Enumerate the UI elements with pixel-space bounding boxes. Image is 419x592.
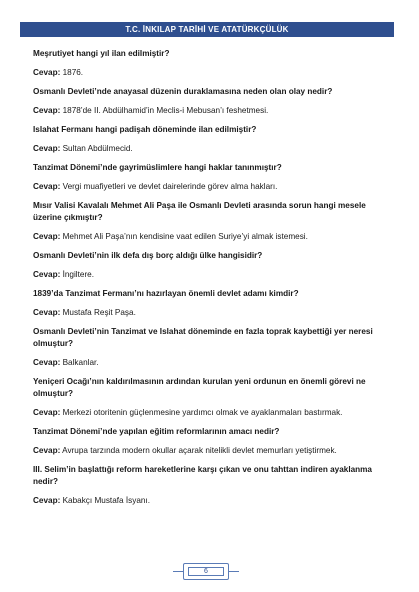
question: 1839’da Tanzimat Fermanı’nı hazırlayan önemli devlet adamı kimdir?: [33, 289, 299, 298]
page-number-line-left: [173, 571, 183, 572]
answer-text: Mustafa Reşit Paşa.: [62, 308, 136, 317]
question: Osmanlı Devleti’nin ilk defa dış borç aldığı ülke hangisidir?: [33, 251, 263, 260]
answer-label: Cevap:: [33, 496, 61, 505]
answer-text: Avrupa tarzında modern okullar açarak nitelikli devlet memurları yetiştirmek.: [62, 446, 337, 455]
answer: [33, 181, 390, 193]
page-number-inner: [188, 567, 224, 576]
question: Mısır Valisi Kavalalı Mehmet Ali Paşa ile Osmanlı Devleti arasında sorun hangi mesele üzerine çıkmıştır?: [33, 201, 366, 222]
qa-item: [33, 326, 390, 369]
answer-text: 1876.: [62, 68, 84, 77]
question: Meşrutiyet hangi yıl ilan edilmiştir?: [33, 49, 170, 58]
page-number-box: [183, 563, 229, 580]
answer-label: Cevap:: [33, 408, 61, 417]
answer-label: Cevap:: [33, 106, 61, 115]
qa-list: [33, 48, 390, 507]
answer: [33, 495, 390, 507]
page-number-line-right: [229, 571, 239, 572]
qa-item: [33, 200, 390, 243]
qa-item: [33, 86, 390, 117]
qa-item: [33, 376, 390, 419]
question: Osmanlı Devleti’nde anayasal düzenin duraklamasına neden olan olay nedir?: [33, 87, 333, 96]
question: Tanzimat Dönemi’nde gayrimüslimlere hangi haklar tanınmıştır?: [33, 163, 282, 172]
answer-text: Vergi muafiyetleri ve devlet dairelerinde görev alma hakları.: [62, 182, 278, 191]
answer-text: Merkezi otoritenin güçlenmesine yardımcı olmak ve ayaklanmaları bastırmak.: [62, 408, 343, 417]
question: III. Selim’in başlattığı reform hareketlerine karşı çıkan ve onu tahttan indiren ayaklanma nedir?: [33, 465, 372, 486]
page-header: [20, 22, 394, 37]
question: Islahat Fermanı hangi padişah döneminde ilan edilmiştir?: [33, 125, 257, 134]
answer-label: Cevap:: [33, 68, 61, 77]
qa-item: [33, 288, 390, 319]
answer-label: Cevap:: [33, 308, 61, 317]
answer-label: Cevap:: [33, 446, 61, 455]
page-number: 6: [204, 568, 208, 575]
answer-label: Cevap:: [33, 182, 61, 191]
qa-item: [33, 426, 390, 457]
answer: [33, 357, 390, 369]
answer-label: Cevap:: [33, 270, 61, 279]
answer-text: 1878’de II. Abdülhamid’in Meclis-i Mebusan’ı feshetmesi.: [62, 106, 269, 115]
qa-item: [33, 464, 390, 507]
answer-text: İngiltere.: [62, 270, 94, 279]
qa-item: [33, 124, 390, 155]
answer: [33, 143, 390, 155]
answer-label: Cevap:: [33, 144, 61, 153]
question: Yeniçeri Ocağı’nın kaldırılmasının ardından kurulan yeni ordunun en önemli görevi ne olmuştur?: [33, 377, 366, 398]
answer: [33, 105, 390, 117]
answer-label: Cevap:: [33, 232, 61, 241]
qa-item: [33, 162, 390, 193]
answer: [33, 231, 390, 243]
question: Tanzimat Dönemi’nde yapılan eğitim reformlarının amacı nedir?: [33, 427, 280, 436]
answer: [33, 407, 390, 419]
answer: [33, 307, 390, 319]
answer: [33, 269, 390, 281]
answer-text: Mehmet Ali Paşa’nın kendisine vaat edilen Suriye’yi almak istemesi.: [62, 232, 308, 241]
answer-text: Balkanlar.: [62, 358, 99, 367]
answer: [33, 445, 390, 457]
answer-text: Kabakçı Mustafa İsyanı.: [62, 496, 150, 505]
qa-item: [33, 250, 390, 281]
answer-label: Cevap:: [33, 358, 61, 367]
question: Osmanlı Devleti’nin Tanzimat ve Islahat döneminde en fazla toprak kaybettiği yer neresi olmuştur?: [33, 327, 373, 348]
qa-item: [33, 48, 390, 79]
answer: [33, 67, 390, 79]
header-title: T.C. İNKILAP TARİHİ VE ATATÜRKÇÜLÜK: [125, 25, 289, 34]
answer-text: Sultan Abdülmecid.: [62, 144, 133, 153]
